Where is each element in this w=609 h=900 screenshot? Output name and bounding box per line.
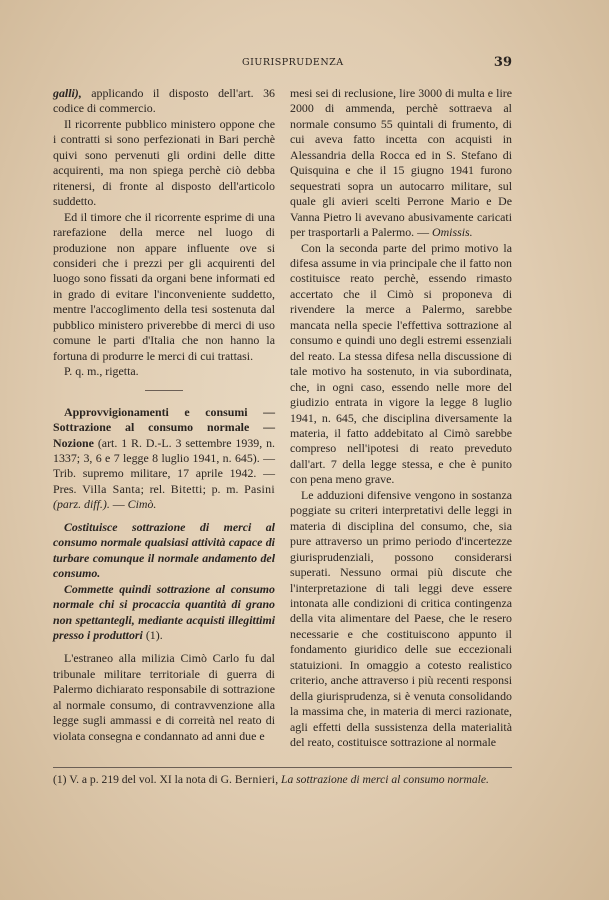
right-column — [290, 86, 512, 750]
prosecutor-name: Pasini — [244, 481, 275, 496]
maxim-2: Commette quindi sottrazione al consumo normale chi si procaccia quantità di grano non spettantegli, mediante acquisti illegittimi presso i produttori (1). — [53, 581, 275, 642]
rapporteur-name: Bitetti — [170, 481, 203, 496]
footnote-author: Bernieri — [234, 773, 276, 786]
page-header — [52, 55, 512, 75]
footnote-rule — [53, 767, 512, 768]
paragraph: Le adduzioni difensive vengono in sostanza poggiate su criteri interpretativi delle leggi in materia di disciplina del consumo, che, sia pure attraverso un primo periodo d'incertezze giurisprudenziali, possono considerarsi superati. Nessuno ormai più discute che l'interpretazione di tali leggi deve essere intonata alle condizioni di critica contingenza della vita alimentare del Paese, che le resero necessarie e che costituiscono appunto il fondamento giuridico delle sue eccezionali statuizioni. In omaggio a cotesto realistico criterio, anche attraverso i più recenti responsi della giurisprudenza, si è venuta consolidando la massima che, in materia di merci razionate, agli effetti della sussistenza della materialità del reato, costituisce sottrazione al normale — [290, 487, 512, 750]
paragraph: galli), applicando il disposto dell'art. 36 codice di commercio. — [53, 86, 275, 116]
paragraph: Ed il timore che il ricorrente esprime di una rarefazione della merce nel luogo di produzione non appare influente ove si consideri che i prezzi per gli acquirenti del luogo sono fissati da organi bene informati ed in grado di evitare l'inconveniente suddetto, mentre l'accoglimento della tesi sostenuta dal pubblico ministero priverebbe di merci di uso comune le parti d'Italia che non hanno la fortuna di produrre le merci di cui trattasi. — [53, 209, 275, 363]
president-name: Villa Santa — [82, 481, 141, 496]
case-heading: Approvvigionamenti e consumi — Sottrazione al consumo normale — Nozione (art. 1 R. D.-L. 3 settembre 1939, n. 1337; 3, 6 e 7 legge 8 luglio 1941, n. 645). — Trib. supremo militare, 17 aprile 1942. — Pres. Villa Santa; rel. Bitetti; p. m. Pasini (parz. diff.). — Cimò. — [53, 404, 275, 512]
paragraph: mesi sei di reclusione, lire 3000 di multa e lire 2000 di ammenda, perchè sottraeva al normale consumo 55 quintali di frumento, di cui aveva fatto incetta con acquisti in Alessandria della Rocca ed in S. Stefano di Quisquina e che il 15 giugno 1941 furono sequestrati sopra un autocarro militare, sul quale gli avieri scelti Perrone Mario e De Vanna Pietro li avevano abusivamente caricati per trasportarli a Palermo. — Omissis. — [290, 86, 512, 240]
footnote-title: La sottrazione di merci al consumo normale. — [281, 773, 489, 786]
paragraph: P. q. m., rigetta. — [64, 364, 139, 379]
paragraph: L'estraneo alla milizia Cimò Carlo fu dal tribunale militare territoriale di guerra di Palermo dichiarato responsabile di sottrazione al normale consumo, di contravvenzione alla legge sugli ammassi e di correità nel reato di violata consegna e condannato ad anni due e — [53, 651, 275, 743]
footnote: (1) V. a p. 219 del vol. XI la nota di G. Bernieri, La sottrazione di merci al consumo normale. — [53, 773, 489, 786]
section-divider — [145, 390, 183, 391]
party-name: Cimò. — [127, 497, 157, 512]
running-title: GIURISPRUDENZA — [242, 57, 344, 68]
paragraph: Con la seconda parte del primo motivo la difesa assume in via principale che il fatto non costituisce reato perchè, essendo rimasto accertato che il Cimò si proponeva di rivendere la merce a Palermo, sarebbe mancata nella specie l'effettiva sottrazione al consumo e quindi uno degli estremi essenziali del reato. La stessa difesa nella discussione di tale motivo ha sostenuto, in via subordinata, che, in ogni caso, essendo nelle more del giudizio entrata in vigore la legge 8 luglio 1941, n. 645, che disciplina diversamente la materia, il fatto addebitato al Cimò sarebbe compreso nell'ipotesi di reato preveduto dall'art. 7 della legge stessa, e che è punito con pena meno grave. — [290, 240, 512, 487]
left-column — [53, 86, 275, 744]
paragraph: Il ricorrente pubblico ministero oppone che i contratti si sono perfezionati in Bari perchè quivi sono pervenuti gli ordini delle ditte acquirenti, ma non spiega perchè ciò debba ritenersi, di fronte al disposto dell'articolo suddetto. — [53, 116, 275, 209]
maxim-1: Costituisce sottrazione di merci al consumo normale qualsiasi attività capace di turbare comunque il normale andamento del consumo. — [53, 519, 275, 581]
case-title: Approvvigionamenti e consumi — Sottrazione al consumo normale — Nozione — [53, 404, 275, 450]
page-number: 39 — [493, 55, 512, 70]
